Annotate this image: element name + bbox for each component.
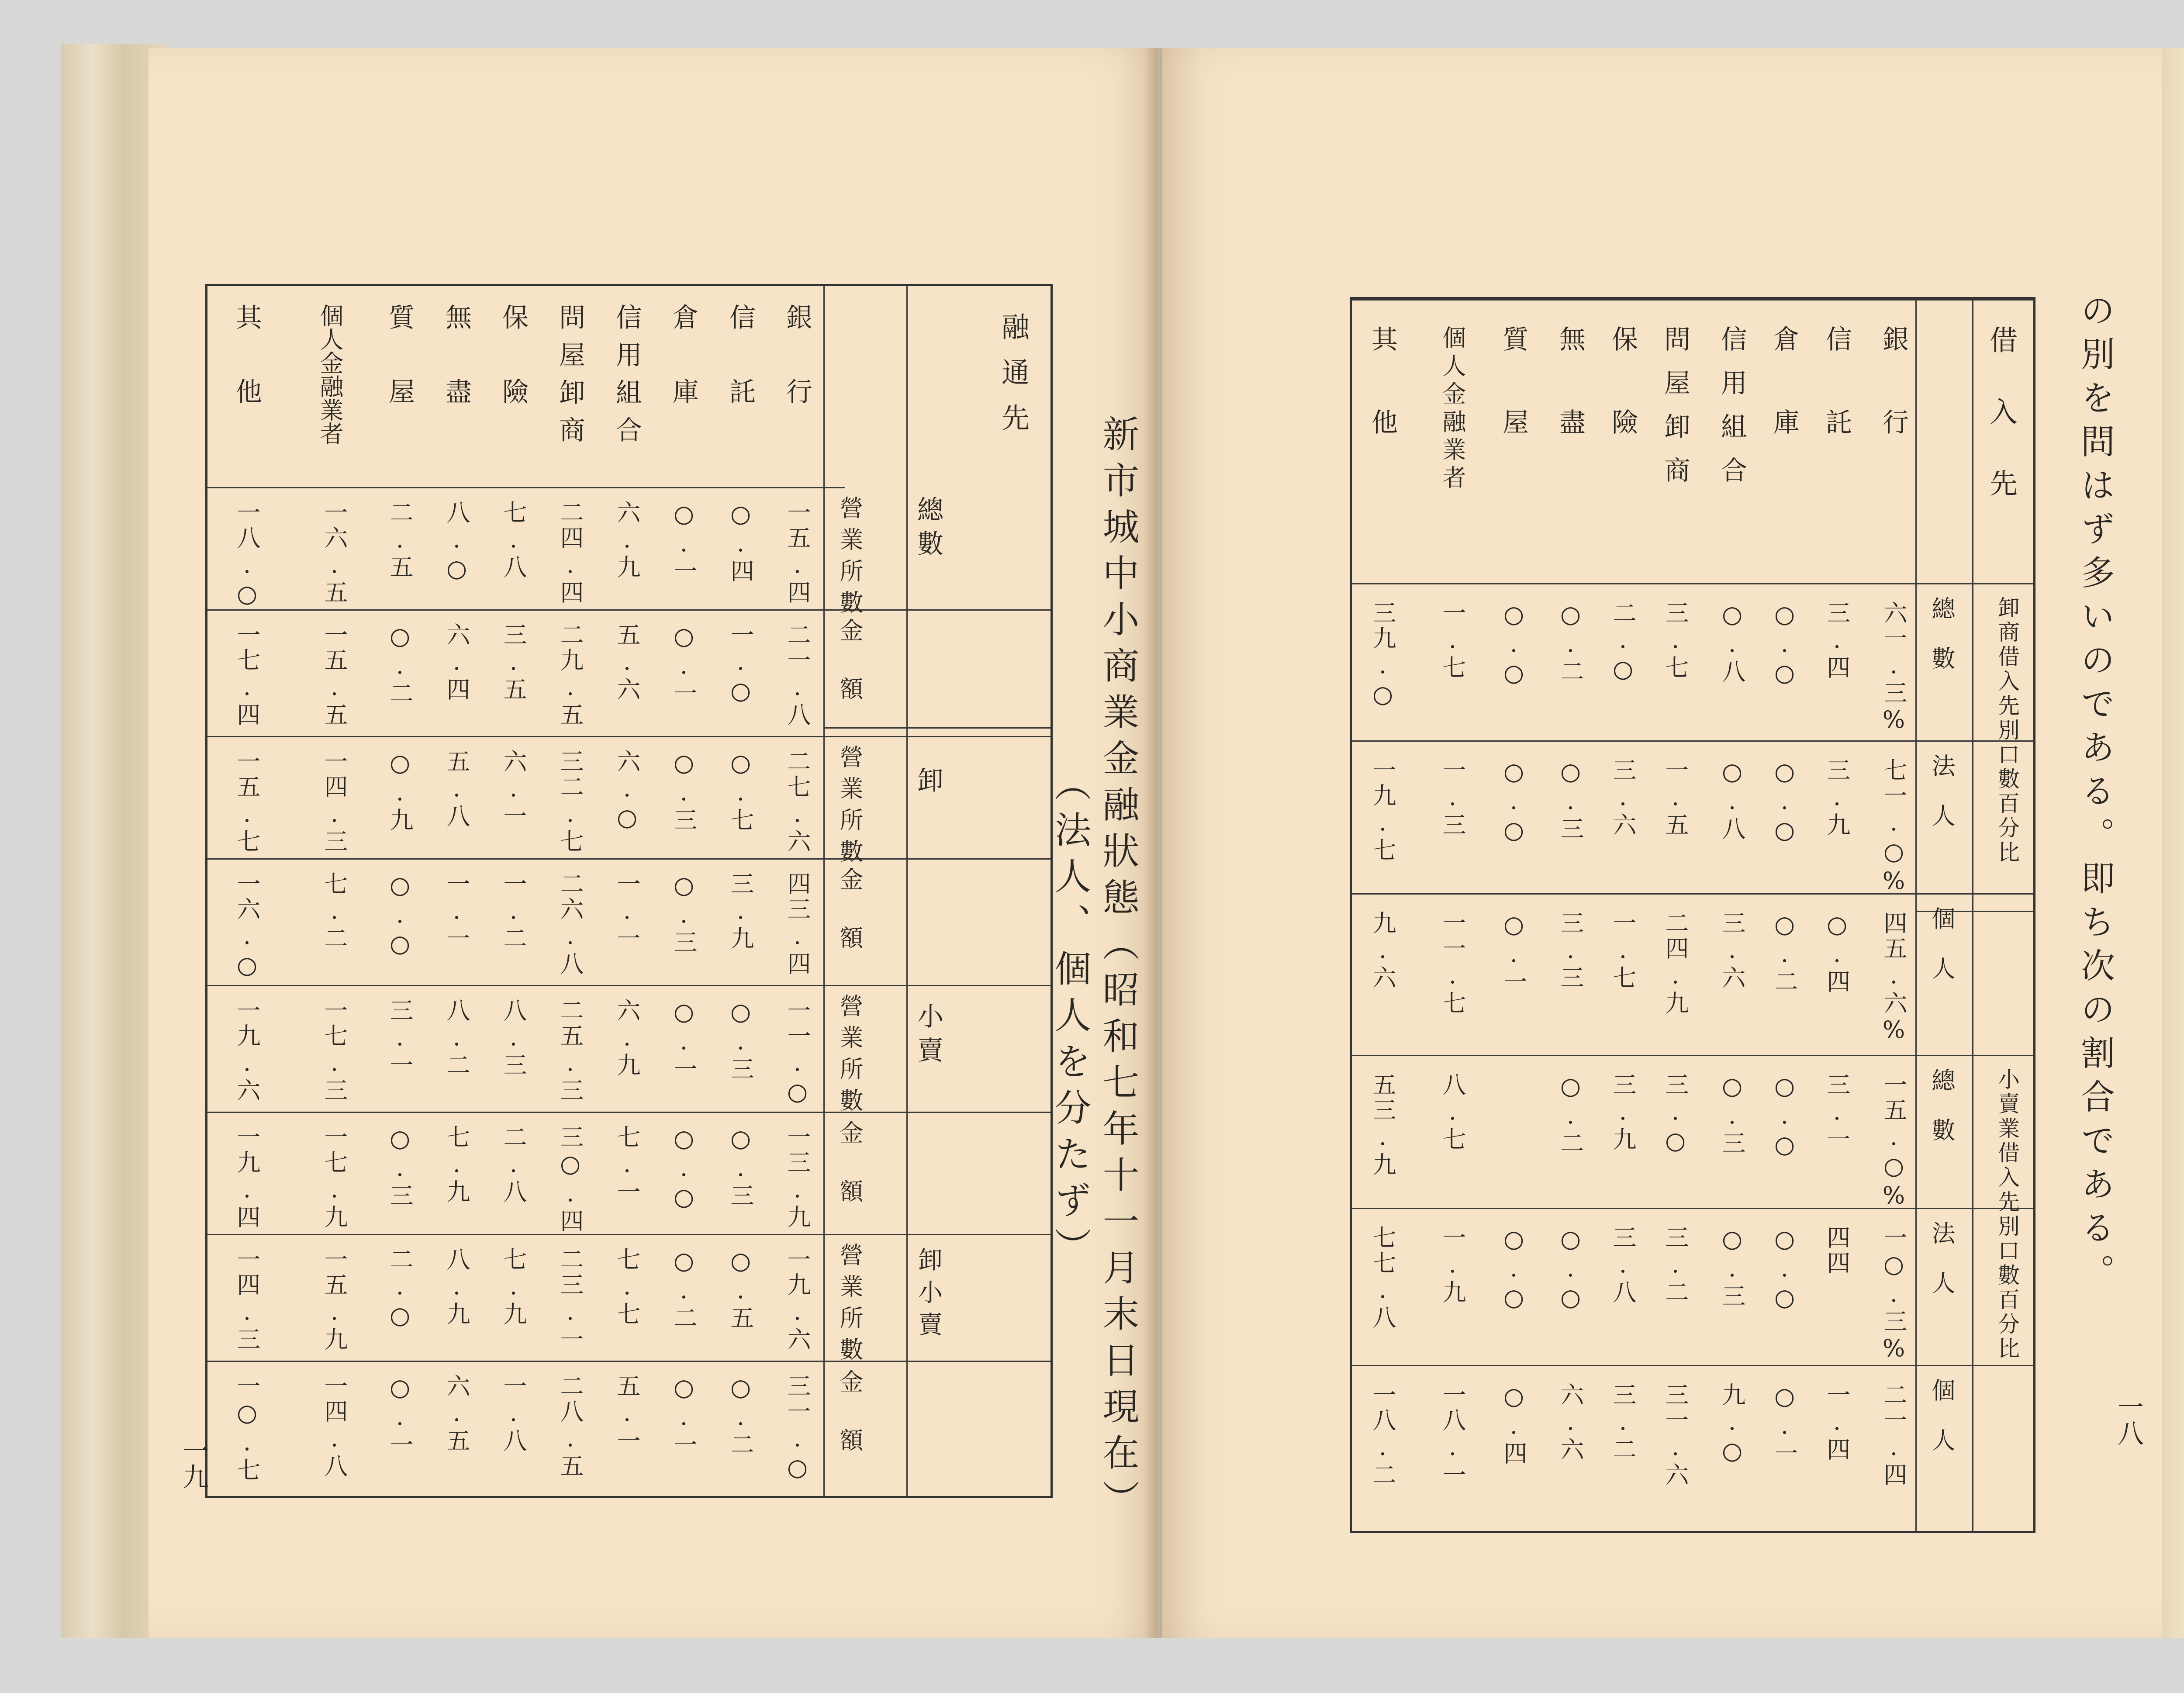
table-cell: 二一.四 (1880, 1382, 1908, 1488)
right-page (1162, 48, 2162, 1638)
right-col-header: 個人 (1928, 906, 1956, 1006)
table-cell: 一七.四 (233, 622, 261, 728)
table-cell: 一四.三 (321, 749, 348, 854)
table-cell: 三.九 (1823, 758, 1851, 838)
table-cell: ○.○ (1557, 1225, 1584, 1313)
table-cell: ○.○ (1771, 601, 1798, 688)
table-cell: 七一.○% (1880, 758, 1908, 896)
table-cell: ○.一 (670, 500, 698, 584)
table-cell: 三.一 (1823, 1072, 1851, 1152)
table-cell: 一七.九 (321, 1125, 348, 1230)
left-row-label: 其他 (232, 304, 262, 452)
table-cell: 二九.五 (556, 622, 584, 728)
table-cell: 一.七 (1609, 911, 1637, 991)
table-cell: 一.二 (500, 871, 527, 951)
table-cell: 三.七 (1662, 601, 1689, 681)
table-cell: 二三.一 (556, 1247, 584, 1352)
table-cell: 三一.六 (1662, 1382, 1689, 1488)
table-cell: ○.一 (1500, 911, 1527, 995)
table-cell: 二五.三 (556, 998, 584, 1103)
table-cell: 五.八 (443, 749, 470, 829)
right-col-header: 法人 (1928, 1221, 1956, 1320)
table-cell: 二四.九 (1662, 911, 1689, 1016)
table-cell: 九.六 (1369, 911, 1396, 991)
left-row-label: 無盡 (441, 304, 472, 452)
table-cell: 九.○ (1718, 1382, 1746, 1466)
table-cell: 二八.五 (556, 1374, 584, 1479)
left-page-title: 新市城中小商業金融狀態（昭和七年十一月末日現在） (1097, 415, 1140, 1526)
table-cell: 一八.二 (1369, 1382, 1396, 1488)
right-col-header: 總數 (1928, 596, 1956, 696)
table-cell: 二.八 (500, 1125, 527, 1205)
left-row-label: 信用組合 (612, 304, 642, 454)
right-group-header: 卸商借入先別口數百分比 (1994, 596, 2020, 865)
left-col-header: 營業所數 (836, 496, 864, 622)
table-cell: 二六.八 (556, 871, 584, 977)
table-cell: 三二.七 (556, 749, 584, 854)
left-group-header: 卸小賣 (914, 1247, 943, 1344)
table-cell: 三.九 (727, 871, 754, 951)
table-cell: 二.○ (386, 1247, 414, 1331)
table-cell: ○.○ (1771, 758, 1798, 846)
table-cell: 一九.四 (233, 1125, 261, 1230)
table-cell: ○.一 (670, 998, 698, 1082)
left-col-header: 營業所數 (836, 745, 864, 871)
right-row-label: 信託 (1821, 325, 1852, 491)
table-cell: 八.○ (443, 500, 470, 584)
left-col-header: 金額 (836, 1369, 864, 1486)
page-number: 一九 (178, 1437, 209, 1489)
table-cell: 一九.六 (784, 1247, 811, 1352)
table-cell: ○.四 (727, 500, 754, 584)
table-cell: ○.四 (1823, 911, 1851, 995)
table-cell: 一一.七 (1439, 911, 1466, 1016)
table-cell: ○.○ (386, 871, 414, 959)
table-cell: ○.五 (727, 1247, 754, 1331)
right-row-label: 無盡 (1555, 325, 1586, 491)
right-col-header: 法人 (1928, 753, 1956, 853)
table-cell: 六.六 (1557, 1382, 1584, 1462)
table-cell: 七.二 (321, 871, 348, 951)
table-cell: 三.二 (1662, 1225, 1689, 1305)
table-cell: ○.八 (1718, 758, 1746, 842)
left-row-label: 質屋 (384, 304, 415, 452)
left-header-label: 融通先 (997, 312, 1029, 449)
table-cell: 一九.六 (233, 998, 261, 1103)
table-cell: 八.七 (1439, 1072, 1466, 1152)
right-row-label: 其他 (1367, 325, 1398, 491)
table-cell: 三.九 (1609, 1072, 1637, 1152)
table-cell: 三.○ (1662, 1072, 1689, 1156)
table-cell: 三九.○ (1369, 601, 1396, 710)
table-cell: 一三.九 (784, 1125, 811, 1230)
table-cell: 一.八 (500, 1374, 527, 1454)
table-cell: 七.九 (500, 1247, 527, 1327)
left-row-label: 問屋卸商 (555, 304, 585, 454)
table-cell: 七.七 (613, 1247, 641, 1327)
table-cell: ○.九 (386, 749, 414, 833)
table-cell: 一.七 (1439, 601, 1466, 681)
table-cell: 三.六 (1609, 758, 1637, 838)
right-group-header: 小賣業借入先別口數百分比 (1994, 1068, 2020, 1361)
table-cell: 六.一 (500, 749, 527, 829)
table-cell: 一一.○ (784, 998, 811, 1107)
left-group-header: 小賣 (913, 1002, 943, 1071)
left-page (149, 48, 1158, 1638)
table-cell: ○.○ (1771, 1072, 1798, 1160)
left-page-subtitle: （法人、個人を分たず） (1049, 764, 1092, 1274)
table-cell: 二一.八 (784, 622, 811, 728)
right-row-label: 個人金融業者 (1439, 325, 1466, 493)
left-row-label: 信託 (725, 304, 756, 452)
table-cell: ○.七 (727, 749, 754, 833)
table-cell: 一五.九 (321, 1247, 348, 1352)
table-cell: ○.二 (1771, 911, 1798, 995)
table-cell: 一八.一 (1439, 1382, 1466, 1488)
table-cell: ○.三 (386, 1125, 414, 1209)
table-cell: 八.三 (500, 998, 527, 1078)
table-cell: 一.五 (1662, 758, 1689, 838)
page-number: 一八 (2113, 1393, 2144, 1446)
table-cell: ○.三 (727, 998, 754, 1082)
table-cell: ○.○ (1771, 1225, 1798, 1313)
left-col-header: 金額 (836, 867, 864, 984)
table-cell: 二七.六 (784, 749, 811, 854)
table-cell: ○.二 (1557, 1072, 1584, 1156)
table-cell: ○.二 (1557, 601, 1584, 684)
table-cell: 一.一 (613, 871, 641, 951)
table-cell: 一五.七 (233, 749, 261, 854)
table-cell: 一六.○ (233, 871, 261, 981)
left-group-header: 總數 (913, 496, 943, 564)
right-col-header: 總數 (1928, 1068, 1956, 1168)
table-cell: 二.○ (1609, 601, 1637, 684)
table-cell: 一.○ (727, 622, 754, 706)
table-cell: 一五.五 (321, 622, 348, 728)
right-row-label: 銀行 (1878, 325, 1909, 491)
right-col-header: 個人 (1928, 1378, 1956, 1478)
table-cell: 一八.○ (233, 500, 261, 609)
table-cell: 七.一 (613, 1125, 641, 1205)
table-cell: ○.二 (386, 622, 414, 706)
table-cell: ○.一 (386, 1374, 414, 1458)
table-cell: 一五.四 (784, 500, 811, 605)
table-cell: 一四.八 (321, 1374, 348, 1479)
table-cell: 三一.○ (784, 1374, 811, 1483)
right-table (1350, 297, 2035, 1533)
table-cell: ○.二 (670, 1247, 698, 1331)
table-cell: 三.四 (1823, 601, 1851, 681)
table-cell: ○.二 (727, 1374, 754, 1458)
table-cell: ○.○ (1500, 758, 1527, 846)
right-row-label: 倉庫 (1769, 325, 1800, 491)
table-cell: ○.八 (1718, 601, 1746, 684)
table-cell: ○.一 (1771, 1382, 1798, 1466)
right-row-label: 保險 (1607, 325, 1638, 491)
table-cell: 五三.九 (1369, 1072, 1396, 1178)
table-cell: ○.○ (1500, 1225, 1527, 1313)
left-col-header: 金額 (836, 1120, 864, 1237)
right-header-label: 借入先 (1985, 325, 2017, 540)
table-cell: 一.一 (443, 871, 470, 951)
left-table (205, 284, 1053, 1498)
table-cell: 七.八 (500, 500, 527, 580)
table-cell: 六.九 (613, 500, 641, 580)
table-cell: 一.四 (1823, 1382, 1851, 1462)
right-row-label: 質屋 (1498, 325, 1529, 491)
table-cell: 一五.○% (1880, 1072, 1908, 1211)
table-cell: 三.二 (1609, 1382, 1637, 1462)
table-cell: ○.三 (1718, 1225, 1746, 1309)
left-col-header: 營業所數 (836, 1243, 864, 1368)
table-cell: ○.三 (1557, 758, 1584, 842)
left-row-label: 個人金融業者 (316, 304, 344, 445)
table-cell: 六.五 (443, 1374, 470, 1454)
table-cell: ○.○ (1500, 601, 1527, 688)
table-cell: 六.九 (613, 998, 641, 1078)
table-cell: ○.三 (727, 1125, 754, 1209)
table-cell: 五.六 (613, 622, 641, 702)
table-cell: ○.三 (1718, 1072, 1746, 1156)
table-cell: 四四 (1823, 1225, 1851, 1276)
table-cell: 八.九 (443, 1247, 470, 1327)
table-cell: ○.三 (670, 749, 698, 833)
table-cell: 一九.七 (1369, 758, 1396, 863)
left-col-header: 金額 (836, 618, 864, 735)
left-row-label: 保險 (498, 304, 529, 452)
left-row-label: 銀行 (782, 304, 812, 452)
left-col-header: 營業所數 (836, 994, 864, 1119)
table-cell: 五.一 (613, 1374, 641, 1454)
table-cell: 七七.八 (1369, 1225, 1396, 1330)
table-cell: 七.九 (443, 1125, 470, 1205)
table-cell: 一四.三 (233, 1247, 261, 1352)
table-cell: 一六.五 (321, 500, 348, 605)
table-cell: 一.九 (1439, 1225, 1466, 1305)
table-cell: ○.一 (670, 622, 698, 706)
table-cell: 六.○ (613, 749, 641, 833)
left-group-header: 卸 (913, 767, 943, 801)
table-cell: ○.一 (670, 1374, 698, 1458)
table-cell: 一.三 (1439, 758, 1466, 838)
table-cell: 四五.六% (1880, 911, 1908, 1045)
right-row-label: 問屋卸商 (1660, 325, 1690, 500)
table-cell: 三.一 (386, 998, 414, 1078)
right-page-note: の別を問はず多いのである。即ち次の割合である。 (2075, 293, 2115, 1297)
table-cell: 三.八 (1609, 1225, 1637, 1305)
table-cell: ○.四 (1500, 1382, 1527, 1466)
table-cell: 六.四 (443, 622, 470, 702)
table-cell: ○.○ (670, 1125, 698, 1213)
table-cell: 三.五 (500, 622, 527, 702)
table-cell: 一七.三 (321, 998, 348, 1103)
table-cell: 三○.四 (556, 1125, 584, 1234)
left-row-label: 倉庫 (668, 304, 699, 452)
table-cell: 二四.四 (556, 500, 584, 605)
table-cell: 三.三 (1557, 911, 1584, 991)
table-cell: 八.二 (443, 998, 470, 1078)
table-cell: 三.六 (1718, 911, 1746, 991)
table-cell: 二.五 (386, 500, 414, 580)
table-cell: 四三.四 (784, 871, 811, 977)
table-cell: 一○.三% (1880, 1225, 1908, 1364)
table-cell: 六一.三% (1880, 601, 1908, 735)
right-row-label: 信用組合 (1717, 325, 1747, 500)
table-cell: 一○.七 (233, 1374, 261, 1483)
table-cell: ○.三 (670, 871, 698, 955)
